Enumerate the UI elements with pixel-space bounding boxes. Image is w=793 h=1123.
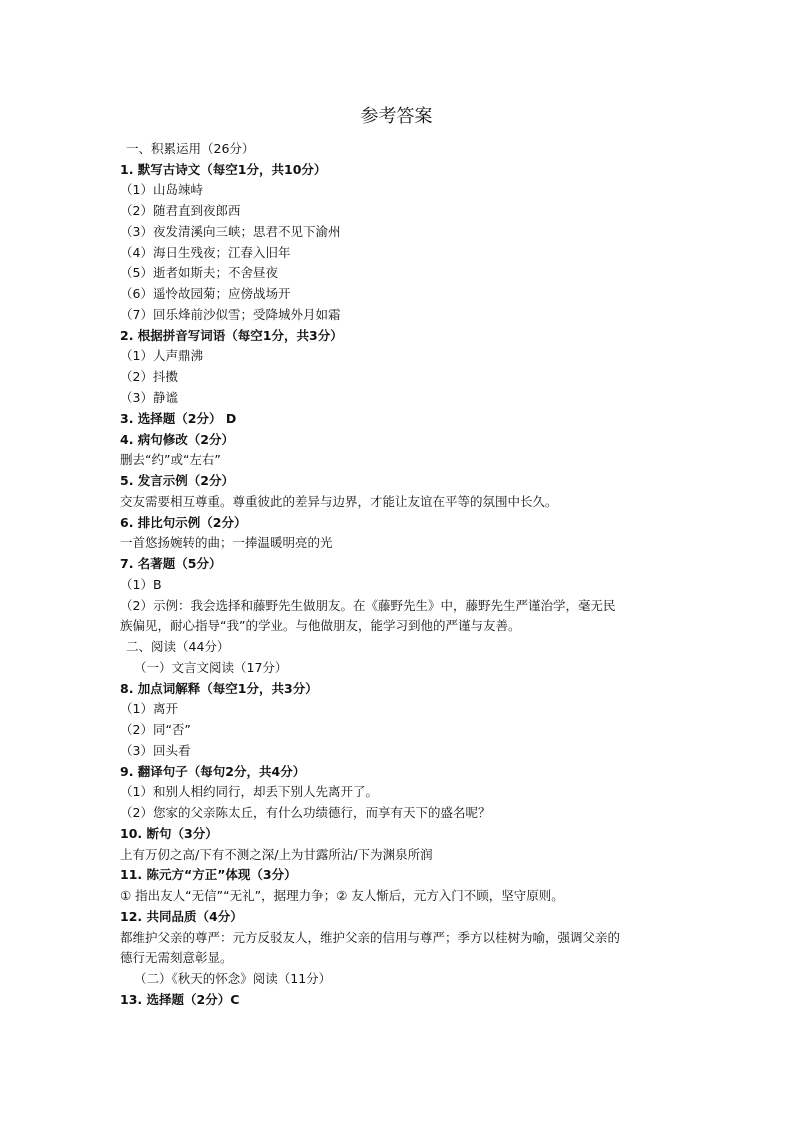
answer-line: 德行无需刻意彰显。 [120, 950, 233, 965]
answer-line: （1）山岛竦峙 [120, 182, 203, 197]
answer-line: 6. 排比句示例（2分） [120, 515, 247, 530]
answer-line: 二、阅读（44分） [126, 639, 230, 654]
answer-line: （6）遥怜故园菊；应傍战场开 [120, 286, 291, 301]
answer-line: （1）和别人相约同行，却丢下别人先离开了。 [120, 784, 378, 799]
answer-line: （7）回乐烽前沙似雪；受降城外月如霜 [120, 307, 341, 322]
answer-line: （2）抖擞 [120, 369, 178, 384]
answer-line: 上有万仞之高/下有不测之深/上为甘露所沾/下为渊泉所润 [120, 847, 433, 862]
answer-line: （一）文言文阅读（17分） [134, 660, 288, 675]
answer-line: 4. 病句修改（2分） [120, 432, 234, 447]
answer-line: 交友需要相互尊重。尊重彼此的差异与边界，才能让友谊在平等的氛围中长久。 [120, 494, 558, 509]
answer-line: 8. 加点词解释（每空1分，共3分） [120, 681, 318, 696]
answer-line: （2）随君直到夜郎西 [120, 203, 241, 218]
answer-line: 12. 共同品质（4分） [120, 909, 243, 924]
answer-line: （2）同“否” [120, 722, 191, 737]
answer-line: 族偏见，耐心指导“我”的学业。与他做朋友，能学习到他的严谨与友善。 [120, 618, 521, 633]
answer-line: 一首悠扬婉转的曲；一捧温暖明亮的光 [120, 535, 333, 550]
answer-line: 3. 选择题（2分） D [120, 411, 237, 426]
answer-line: 7. 名著题（5分） [120, 556, 222, 571]
answer-line: （1）B [120, 577, 162, 592]
answer-line: ① 指出友人“无信”“无礼”，据理力争；② 友人惭后，元方入门不顾，坚守原则。 [120, 888, 564, 903]
answer-line: （二）《秋天的怀念》阅读（11分） [134, 971, 332, 986]
answer-line: （3）静谧 [120, 390, 178, 405]
answer-line: 删去“约”或“左右” [120, 452, 221, 467]
answer-line: （4）海日生残夜；江春入旧年 [120, 245, 291, 260]
answer-line: （2）您家的父亲陈太丘，有什么功绩德行，而享有天下的盛名呢？ [120, 805, 491, 820]
answer-line: 10. 断句（3分） [120, 826, 218, 841]
answer-line: （5）逝者如斯夫；不舍昼夜 [120, 265, 278, 280]
answer-line: （2）示例：我会选择和藤野先生做朋友。在《藤野先生》中，藤野先生严谨治学，毫无民 [120, 598, 616, 613]
answer-line: 13. 选择题（2分）C [120, 992, 240, 1007]
answer-line: （3）夜发清溪向三峡；思君不见下渝州 [120, 224, 341, 239]
answer-line: （1）人声鼎沸 [120, 348, 203, 363]
answer-line: 11. 陈元方“方正”体现（3分） [120, 867, 297, 882]
answer-line: （1）离开 [120, 701, 178, 716]
answer-line: 9. 翻译句子（每句2分，共4分） [120, 764, 306, 779]
answer-line: （3）回头看 [120, 743, 191, 758]
answer-line: 5. 发言示例（2分） [120, 473, 234, 488]
answer-line: 1. 默写古诗文（每空1分，共10分） [120, 162, 327, 177]
answer-line: 都维护父亲的尊严：元方反驳友人，维护父亲的信用与尊严；季方以桂树为喻，强调父亲的 [120, 930, 621, 945]
answer-line: 2. 根据拼音写词语（每空1分，共3分） [120, 328, 343, 343]
document-title: 参考答案 [360, 106, 433, 127]
answer-line: 一、积累运用（26分） [126, 141, 255, 156]
